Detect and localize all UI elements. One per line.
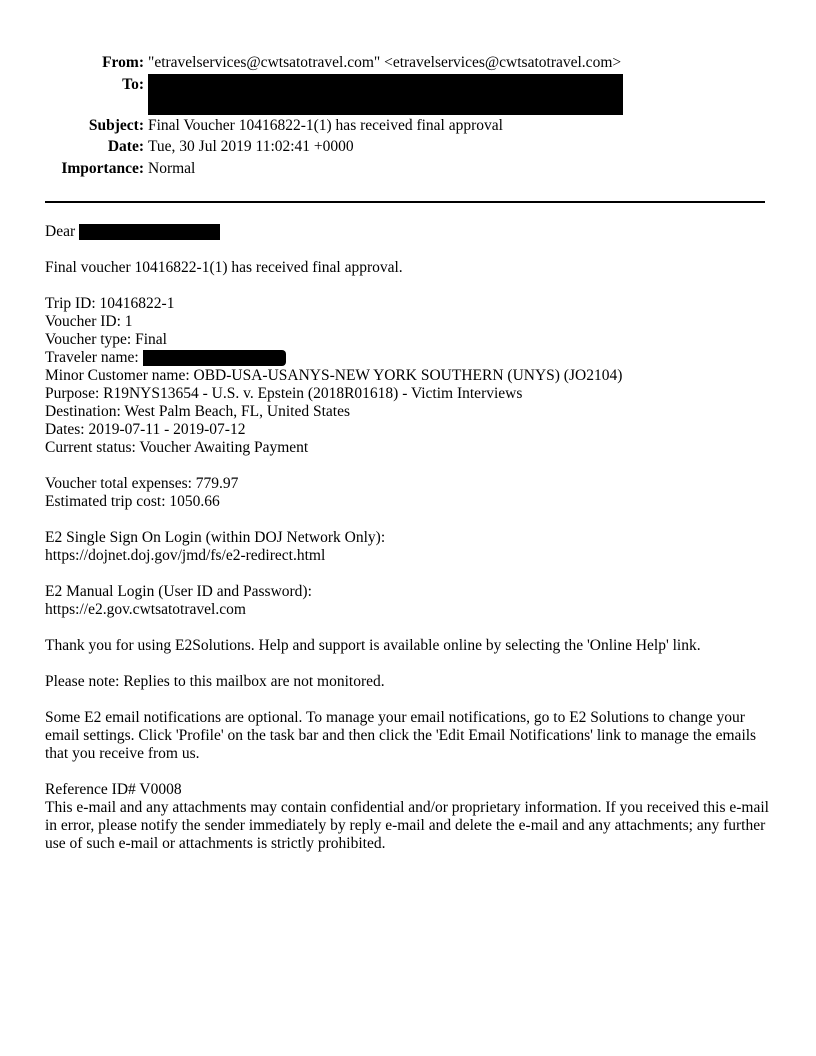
- voucher-type: Voucher type: Final: [45, 331, 167, 348]
- estimated-cost: Estimated trip cost: 1050.66: [45, 493, 220, 510]
- sso-label: E2 Single Sign On Login (within DOJ Network Only):: [45, 529, 386, 546]
- to-row: [0, 76, 623, 118]
- date-value: Tue, 30 Jul 2019 11:02:41 +0000: [148, 138, 354, 155]
- manual-label: E2 Manual Login (User ID and Password):: [45, 583, 312, 600]
- subject-label: Subject:: [88, 117, 144, 134]
- recipient-redaction: [79, 224, 220, 240]
- costs: [45, 475, 773, 511]
- sso-link[interactable]: https://dojnet.doj.gov/jmd/fs/e2-redirect.html: [45, 547, 326, 564]
- destination: Destination: West Palm Beach, FL, United States: [45, 403, 350, 420]
- from-value: "etravelservices@cwtsatotravel.com" <etravelservices@cwtsatotravel.com>: [148, 54, 622, 71]
- subject-row: [0, 117, 503, 135]
- date-label: Date:: [107, 138, 144, 155]
- greeting: [45, 223, 773, 241]
- voucher-id: Voucher ID: 1: [45, 313, 133, 330]
- reference-id: Reference ID# V0008: [45, 781, 182, 798]
- traveler-redaction: [143, 350, 286, 366]
- manual-login: [45, 583, 773, 619]
- from-label: From:: [102, 54, 144, 71]
- current-status: Current status: Voucher Awaiting Payment: [45, 439, 309, 456]
- note: Please note: Replies to this mailbox are not monitored.: [45, 673, 385, 690]
- voucher-total: Voucher total expenses: 779.97: [45, 475, 239, 492]
- importance-row: [0, 160, 195, 178]
- intro: Final voucher 10416822-1(1) has received final approval.: [45, 259, 403, 276]
- optional-notifications: Some E2 email notifications are optional. To manage your email notifications, go to E2 Solutions to change your email settings. Click 'Profile' on the task bar and then click the 'Edit Email Notifications' link to manage the emails that you receive from us.: [45, 709, 757, 762]
- from-row: [0, 54, 621, 72]
- purpose: Purpose: R19NYS13654 - U.S. v. Epstein (2018R01618) - Victim Interviews: [45, 385, 523, 402]
- manual-link[interactable]: https://e2.gov.cwtsatotravel.com: [45, 601, 246, 618]
- minor-customer: Minor Customer name: OBD-USA-USANYS-NEW YORK SOUTHERN (UNYS) (JO2104): [45, 367, 623, 384]
- to-redaction: [148, 74, 623, 115]
- importance-value: Normal: [148, 160, 196, 177]
- traveler-name-row: [45, 349, 773, 367]
- to-label: To:: [122, 76, 144, 93]
- traveler-name-label: Traveler name:: [45, 349, 139, 366]
- date-row: [0, 138, 354, 156]
- sso-login: [45, 529, 773, 565]
- thanks: Thank you for using E2Solutions. Help and support is available online by selecting the 'Online Help' link.: [45, 637, 701, 654]
- greeting-text: Dear: [45, 223, 76, 240]
- header-divider: [45, 201, 765, 203]
- subject-value: Final Voucher 10416822-1(1) has received final approval: [148, 117, 503, 134]
- importance-label: Importance:: [61, 160, 144, 177]
- email-body: [45, 223, 773, 871]
- dates: Dates: 2019-07-11 - 2019-07-12: [45, 421, 246, 438]
- disclaimer: This e-mail and any attachments may contain confidential and/or proprietary information. If you received this e-mail in error, please notify the sender immediately by reply e-mail and delete the e-mail and any attachments; any further use of such e-mail or attachments is strictly prohibited.: [45, 799, 769, 852]
- trip-details: [45, 295, 773, 457]
- trip-id: Trip ID: 10416822-1: [45, 295, 175, 312]
- footer: [45, 781, 773, 853]
